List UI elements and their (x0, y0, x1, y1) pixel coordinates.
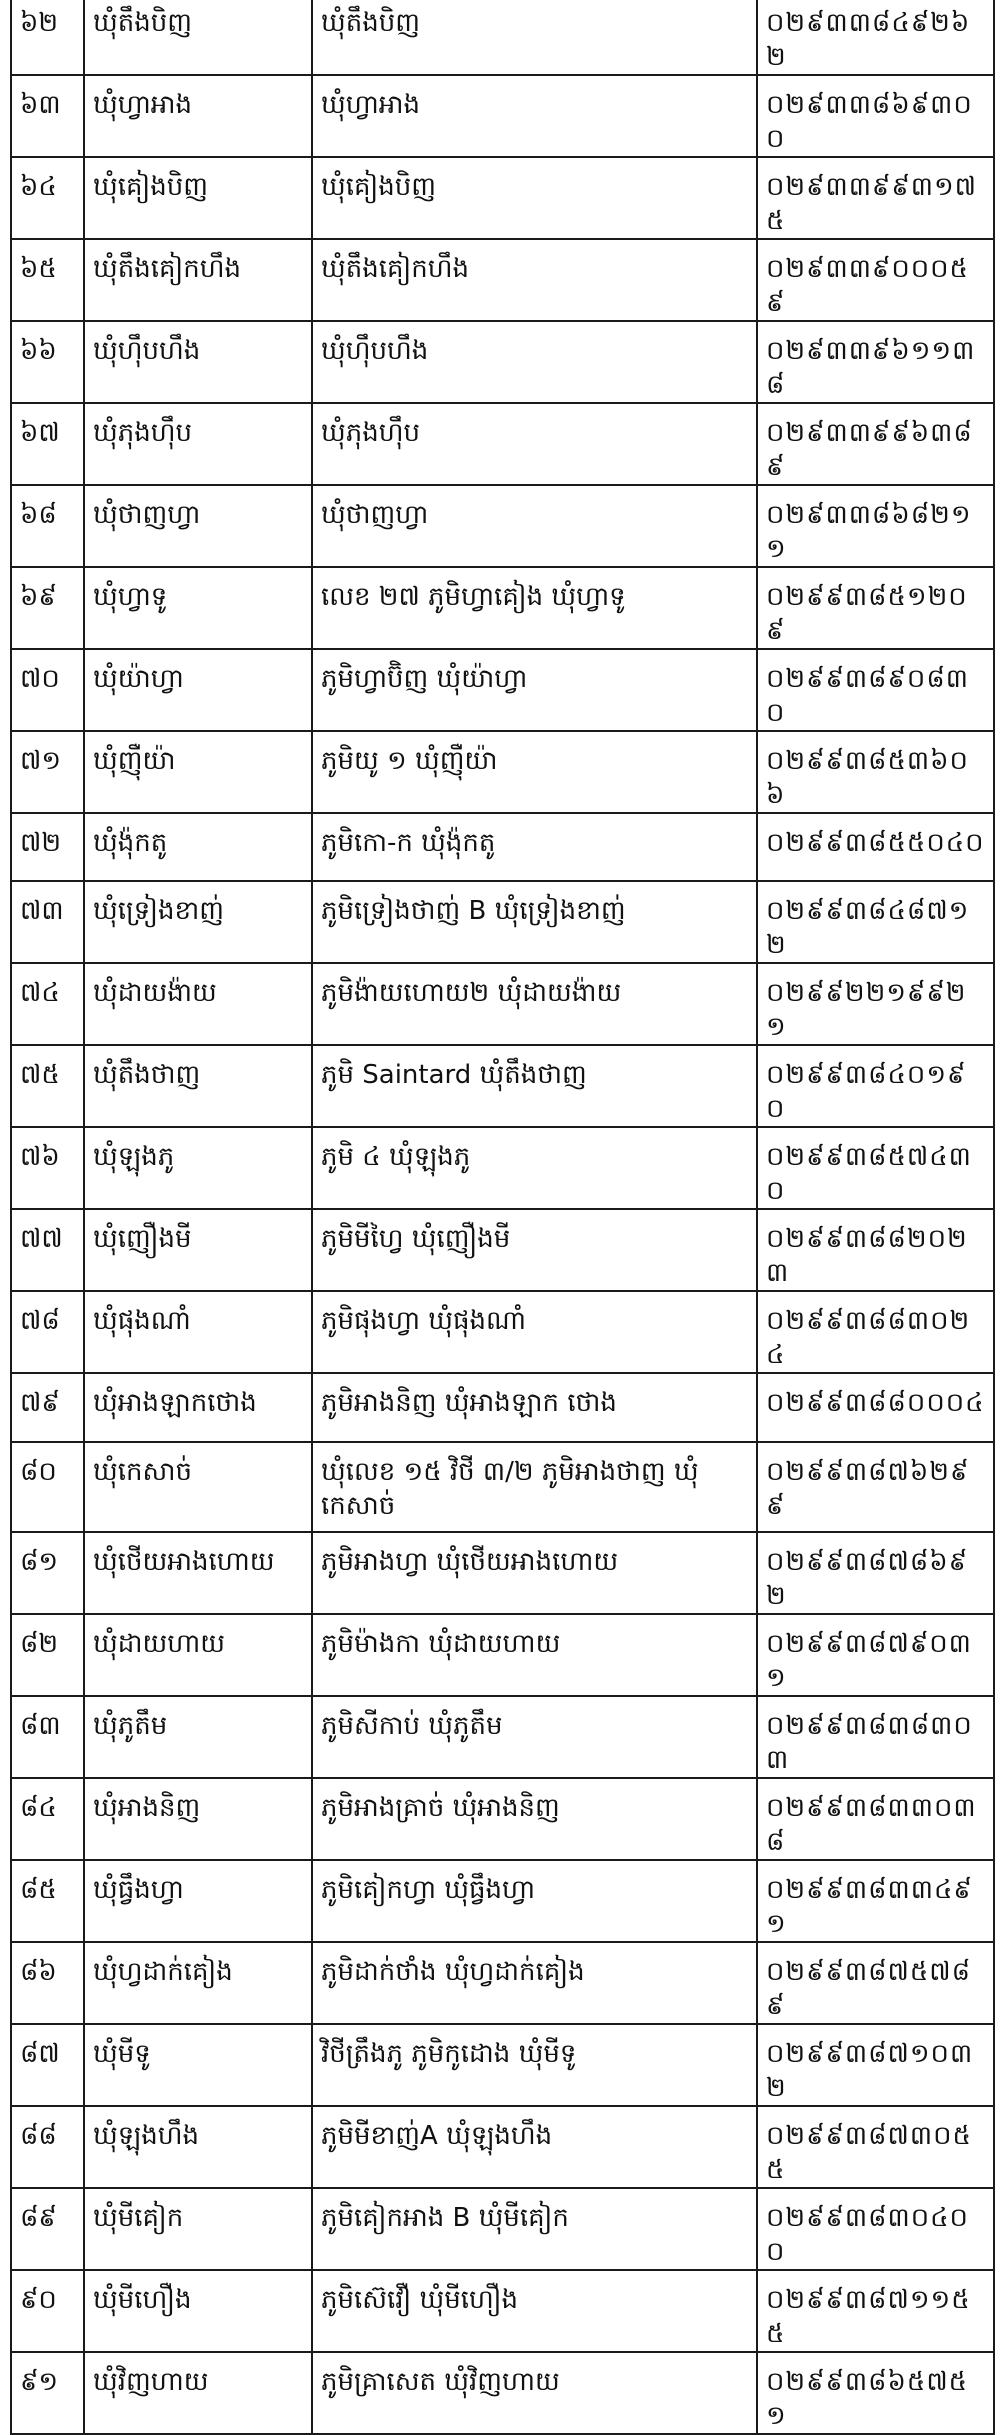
table-row (11, 1942, 994, 2024)
commune-contact-table (10, 0, 995, 2435)
phone-number: ០២៩៩៣៨៩០៨៣០ (757, 649, 994, 731)
table-row (11, 75, 994, 157)
address: ឃុំហ៊ឹបហឹង (312, 321, 757, 403)
commune-name: ឃុំមីទូ (84, 2024, 312, 2106)
phone-number: ០២៩៩៣៨៧៣០៥៥ (757, 2106, 994, 2188)
row-number: ៩០ (11, 2270, 84, 2352)
row-number: ៨៥ (11, 1860, 84, 1942)
commune-name: ឃុំញឿងមី (84, 1209, 312, 1291)
table-row (11, 731, 994, 813)
table-row (11, 157, 994, 239)
commune-name: ឃុំភុងហ៊ឹប (84, 403, 312, 485)
phone-number: ០២៩៩៣៨៣៨៣០៣ (757, 1696, 994, 1778)
row-number: ៨៣ (11, 1696, 84, 1778)
row-number: ៧៥ (11, 1045, 84, 1127)
table-row (11, 1860, 994, 1942)
address: ភូមិង៉ាយហោយ២ ឃុំដាយង៉ាយ (312, 963, 757, 1045)
address: ភូមិយូ ១ ឃុំញ៉ឺយ៉ា (312, 731, 757, 813)
row-number: ៨៦ (11, 1942, 84, 2024)
phone-number: ០២៩៩៣៨៥៣៦០៦ (757, 731, 994, 813)
commune-name: ឃុំថើយអាងហោយ (84, 1532, 312, 1614)
commune-name: ឃុំអាងឡាកថោង (84, 1373, 312, 1441)
table-row (11, 813, 994, 881)
phone-number: ០២៩៩៣៨៨៣០២៤ (757, 1291, 994, 1373)
address: ឃុំតឹងគៀកហឹង (312, 239, 757, 321)
table-row (11, 239, 994, 321)
commune-name: ឃុំឡុងភូ (84, 1127, 312, 1209)
row-number: ៦៦ (11, 321, 84, 403)
table-row (11, 2352, 994, 2434)
row-number: ៨១ (11, 1532, 84, 1614)
commune-name: ឃុំថាញហ្វា (84, 485, 312, 567)
table-row (11, 881, 994, 963)
commune-name: ឃុំអាងនិញ (84, 1778, 312, 1860)
commune-name: ឃុំតឹងគៀកហឹង (84, 239, 312, 321)
address: ភូមិម៉ាងកា ឃុំដាយហាយ (312, 1614, 757, 1696)
address: ភូមិស៊េវឿ ឃុំមីហឿង (312, 2270, 757, 2352)
row-number: ៧៩ (11, 1373, 84, 1441)
table-row (11, 2270, 994, 2352)
row-number: ៦២ (11, 0, 84, 75)
address: ឃុំហ្វាអាង (312, 75, 757, 157)
commune-name: ឃុំវិញហាយ (84, 2352, 312, 2434)
phone-number: ០២៩៣៣៨៤៩២៦២ (757, 0, 994, 75)
address: ភូមិកោ-ក ឃុំង៉ុកតូ (312, 813, 757, 881)
commune-name: ឃុំគៀងបិញ (84, 157, 312, 239)
commune-name: ឃុំផុងណាំ (84, 1291, 312, 1373)
address: វិថីត្រឹងភូ ភូមិកូដោង ឃុំមីទូ (312, 2024, 757, 2106)
table-row (11, 1373, 994, 1441)
address: ភូមិទ្រៀងថាញ់ B ឃុំទ្រៀងខាញ់ (312, 881, 757, 963)
table-row (11, 0, 994, 75)
phone-number: ០២៩៩៣៨៧៥៧៨៩ (757, 1942, 994, 2024)
phone-number: ០២៩៩៣៨៥៥០៤០ (757, 813, 994, 881)
phone-number: ០២៩៩៣៨៧១០៣២ (757, 2024, 994, 2106)
row-number: ៧៨ (11, 1291, 84, 1373)
row-number: ៨៧ (11, 2024, 84, 2106)
table-row (11, 2106, 994, 2188)
row-number: ៧៧ (11, 1209, 84, 1291)
row-number: ៨៤ (11, 1778, 84, 1860)
row-number: ៨៩ (11, 2188, 84, 2270)
row-number: ៧០ (11, 649, 84, 731)
address: ភូមិសីកាប់ ឃុំភូតឹម (312, 1696, 757, 1778)
phone-number: ០២៩៣៣៨៦៨២១១ (757, 485, 994, 567)
phone-number: ០២៩៩៣៨៤០១៩០ (757, 1045, 994, 1127)
commune-name: ឃុំហ៊ឹបហឹង (84, 321, 312, 403)
table-row (11, 567, 994, 649)
address: ភូមិអាងហ្វា ឃុំថើយអាងហោយ (312, 1532, 757, 1614)
phone-number: ០២៩៣៣៩៦១១៣៨ (757, 321, 994, 403)
commune-name: ឃុំធ្វឹងហ្វា (84, 1860, 312, 1942)
row-number: ៨០ (11, 1442, 84, 1532)
table-row (11, 403, 994, 485)
row-number: ៦៩ (11, 567, 84, 649)
commune-name: ឃុំភូតឹម (84, 1696, 312, 1778)
commune-name: ឃុំមីគៀក (84, 2188, 312, 2270)
phone-number: ០២៩៣៣៩០០០៥៩ (757, 239, 994, 321)
table-row (11, 2188, 994, 2270)
row-number: ៧៣ (11, 881, 84, 963)
phone-number: ០២៩៩៣៨៦៥៧៥១ (757, 2352, 994, 2434)
commune-name: ឃុំហ្វដាក់គៀង (84, 1942, 312, 2024)
table-row (11, 1614, 994, 1696)
row-number: ៧១ (11, 731, 84, 813)
table-row (11, 1045, 994, 1127)
address: ឃុំថាញហ្វា (312, 485, 757, 567)
address: លេខ ២៧ ភូមិហ្វាគៀង ឃុំហ្វាទូ (312, 567, 757, 649)
address: ភូមិផុងហ្វា ឃុំផុងណាំ (312, 1291, 757, 1373)
address: ឃុំតឹងបិញ (312, 0, 757, 75)
address: ភូមិអាងនិញ ឃុំអាងឡាក ថោង (312, 1373, 757, 1441)
table-row (11, 1291, 994, 1373)
table-row (11, 1778, 994, 1860)
table-row (11, 1127, 994, 1209)
commune-name: ឃុំង៉ុកតូ (84, 813, 312, 881)
row-number: ៨២ (11, 1614, 84, 1696)
phone-number: ០២៩៩៣៨៧៨៦៩២ (757, 1532, 994, 1614)
commune-name: ឃុំដាយហាយ (84, 1614, 312, 1696)
phone-number: ០២៩៩៣៨៤៨៧១២ (757, 881, 994, 963)
phone-number: ០២៩៩៣៨៣៣០៣៨ (757, 1778, 994, 1860)
phone-number: ០២៩៩៣៨៣៣៤៩១ (757, 1860, 994, 1942)
table-row (11, 963, 994, 1045)
phone-number: ០២៩៣៣៩៩៣១៧៥ (757, 157, 994, 239)
commune-name: ឃុំតឹងបិញ (84, 0, 312, 75)
phone-number: ០២៩៩៣៨៧១១៥៥ (757, 2270, 994, 2352)
address: ភូមិ Saintard ឃុំតឹងថាញ (312, 1045, 757, 1127)
row-number: ៦៨ (11, 485, 84, 567)
commune-name: ឃុំយ៉ាហ្វា (84, 649, 312, 731)
phone-number: ០២៩៩៣៨៧៦២៩៩ (757, 1442, 994, 1532)
address: ភូមិ ៤ ឃុំឡុងភូ (312, 1127, 757, 1209)
address: ភូមិអាងគ្រាច់ ឃុំអាងនិញ (312, 1778, 757, 1860)
phone-number: ០២៩៩៣៨៥១២០៩ (757, 567, 994, 649)
row-number: ៧៦ (11, 1127, 84, 1209)
commune-name: ឃុំហ្វាទូ (84, 567, 312, 649)
table-row (11, 321, 994, 403)
row-number: ៧៤ (11, 963, 84, 1045)
row-number: ៦៤ (11, 157, 84, 239)
row-number: ៦៥ (11, 239, 84, 321)
table-body (11, 0, 994, 2434)
phone-number: ០២៩៩២២១៩៩២១ (757, 963, 994, 1045)
address: ភូមិមីខាញ់A ឃុំឡុងហឹង (312, 2106, 757, 2188)
address: ភូមិមីហ្វៃ ឃុំញឿងមី (312, 1209, 757, 1291)
address: ភូមិគៀកហ្វា ឃុំធ្វឹងហ្វា (312, 1860, 757, 1942)
address: ឃុំភុងហ៊ឹប (312, 403, 757, 485)
commune-name: ឃុំឡុងហឹង (84, 2106, 312, 2188)
table-row (11, 1532, 994, 1614)
phone-number: ០២៩៣៣៨៦៩៣០០ (757, 75, 994, 157)
table-row (11, 649, 994, 731)
row-number: ៦៧ (11, 403, 84, 485)
row-number: ៨៨ (11, 2106, 84, 2188)
commune-name: ឃុំទ្រៀងខាញ់ (84, 881, 312, 963)
commune-name: ឃុំមីហឿង (84, 2270, 312, 2352)
address: ឃុំលេខ ១៥ វិថី ៣/២ ភូមិអាងថាញ ឃុំកេសាច់ (312, 1442, 757, 1532)
address: ភូមិគ្រាសេត ឃុំវិញហាយ (312, 2352, 757, 2434)
phone-number: ០២៩៩៣៨៣០៤០០ (757, 2188, 994, 2270)
row-number: ៩១ (11, 2352, 84, 2434)
phone-number: ០២៩៩៣៨៧៩០៣១ (757, 1614, 994, 1696)
phone-number: ០២៩៩៣៨៨០០០៤ (757, 1373, 994, 1441)
commune-name: ឃុំហ្វាអាង (84, 75, 312, 157)
phone-number: ០២៩៩៣៨៥៧៤៣០ (757, 1127, 994, 1209)
commune-name: ឃុំតឹងថាញ (84, 1045, 312, 1127)
address: ភូមិគៀកអាង B ឃុំមីគៀក (312, 2188, 757, 2270)
address: ភូមិដាក់ថាំង ឃុំហ្វដាក់គៀង (312, 1942, 757, 2024)
table-row (11, 1696, 994, 1778)
row-number: ៧២ (11, 813, 84, 881)
address: ឃុំគៀងបិញ (312, 157, 757, 239)
table-row (11, 2024, 994, 2106)
table-row (11, 485, 994, 567)
table-row (11, 1209, 994, 1291)
row-number: ៦៣ (11, 75, 84, 157)
address: ភូមិហ្វាប៊ិញ ឃុំយ៉ាហ្វា (312, 649, 757, 731)
commune-name: ឃុំកេសាច់ (84, 1442, 312, 1532)
commune-name: ឃុំញ៉ឺយ៉ា (84, 731, 312, 813)
table-row (11, 1442, 994, 1532)
phone-number: ០២៩៩៣៨៨២០២៣ (757, 1209, 994, 1291)
commune-name: ឃុំដាយង៉ាយ (84, 963, 312, 1045)
phone-number: ០២៩៣៣៩៩៦៣៨៩ (757, 403, 994, 485)
